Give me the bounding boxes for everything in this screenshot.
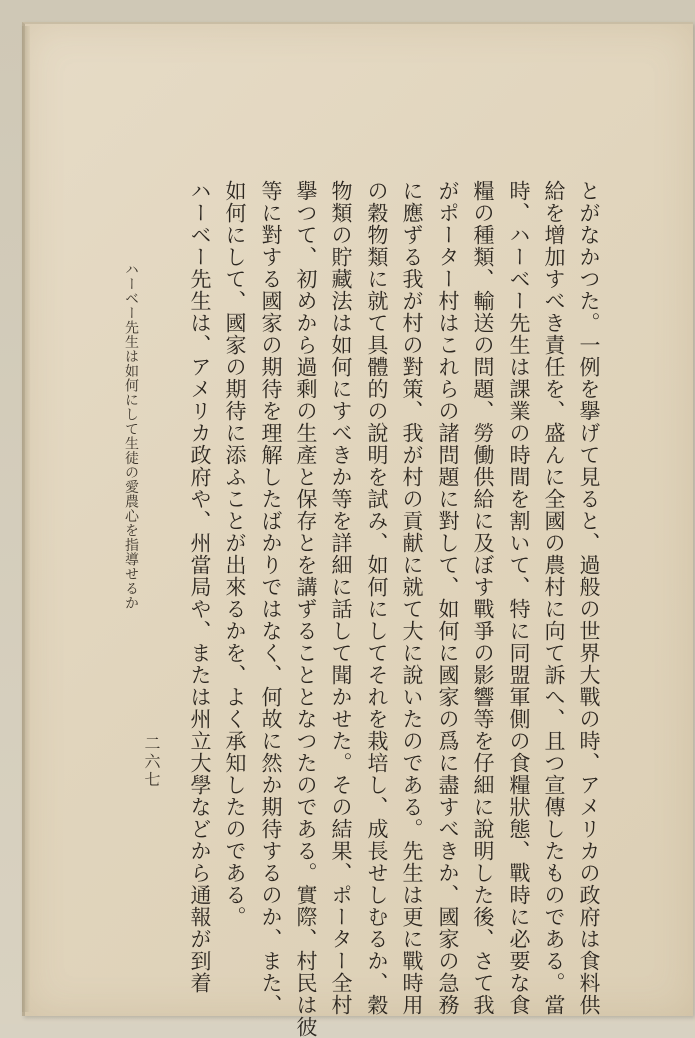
- text-column-10: 等に對する國家の期待を理解したばかりではなく、何故に然か期待するのか、また、: [259, 180, 283, 1016]
- page-number: 二六七: [142, 735, 161, 789]
- text-column-7: の穀物類に就て具體的の說明を試み、如何にしてそれを栽培し、成長せしむるか、穀: [365, 180, 389, 1016]
- running-header: ハーベー先生は如何にして生徒の愛農心を指導せるか: [123, 262, 139, 610]
- text-column-1: とがなかつた。一例を擧げて見ると、過般の世界大戰の時、アメリカの政府は食料供: [577, 180, 601, 1016]
- page-spine-edge: [22, 26, 30, 1012]
- text-column-8: 物類の貯藏法は如何にすべきか等を詳細に話して聞かせた。その結果、ポーター全村: [329, 180, 353, 1016]
- text-column-12: ハーベー先生は、アメリカ政府や、州當局や、または州立大學などから通報が到着: [188, 180, 212, 994]
- text-column-6: に應ずる我が村の對策、我が村の貢献に就て大に說いたのである。先生は更に戰時用: [400, 180, 424, 1016]
- text-column-5: がポーター村はこれらの諸問題に對して、如何に國家の爲に盡すべきか、國家の急務: [436, 180, 460, 1016]
- text-column-4: 糧の種類、輸送の問題、勞働供給に及ぼす戰爭の影響等を仔細に說明した後、さて我: [471, 180, 495, 1016]
- text-column-2: 給を增加すべき責任を、盛んに全國の農村に向て訴へ、且つ宣傳したものである。當: [542, 180, 566, 1016]
- text-column-11: 如何にして、國家の期待に添ふことが出來るかを、よく承知したのである。: [223, 180, 247, 928]
- text-column-3: 時、ハーベー先生は課業の時間を割いて、特に同盟軍側の食糧狀態、戰時に必要な食: [507, 180, 531, 1016]
- text-column-9: 擧つて、初めから過剩の生產と保存とを講ずることとなつたのである。實際、村民は彼: [294, 180, 318, 1038]
